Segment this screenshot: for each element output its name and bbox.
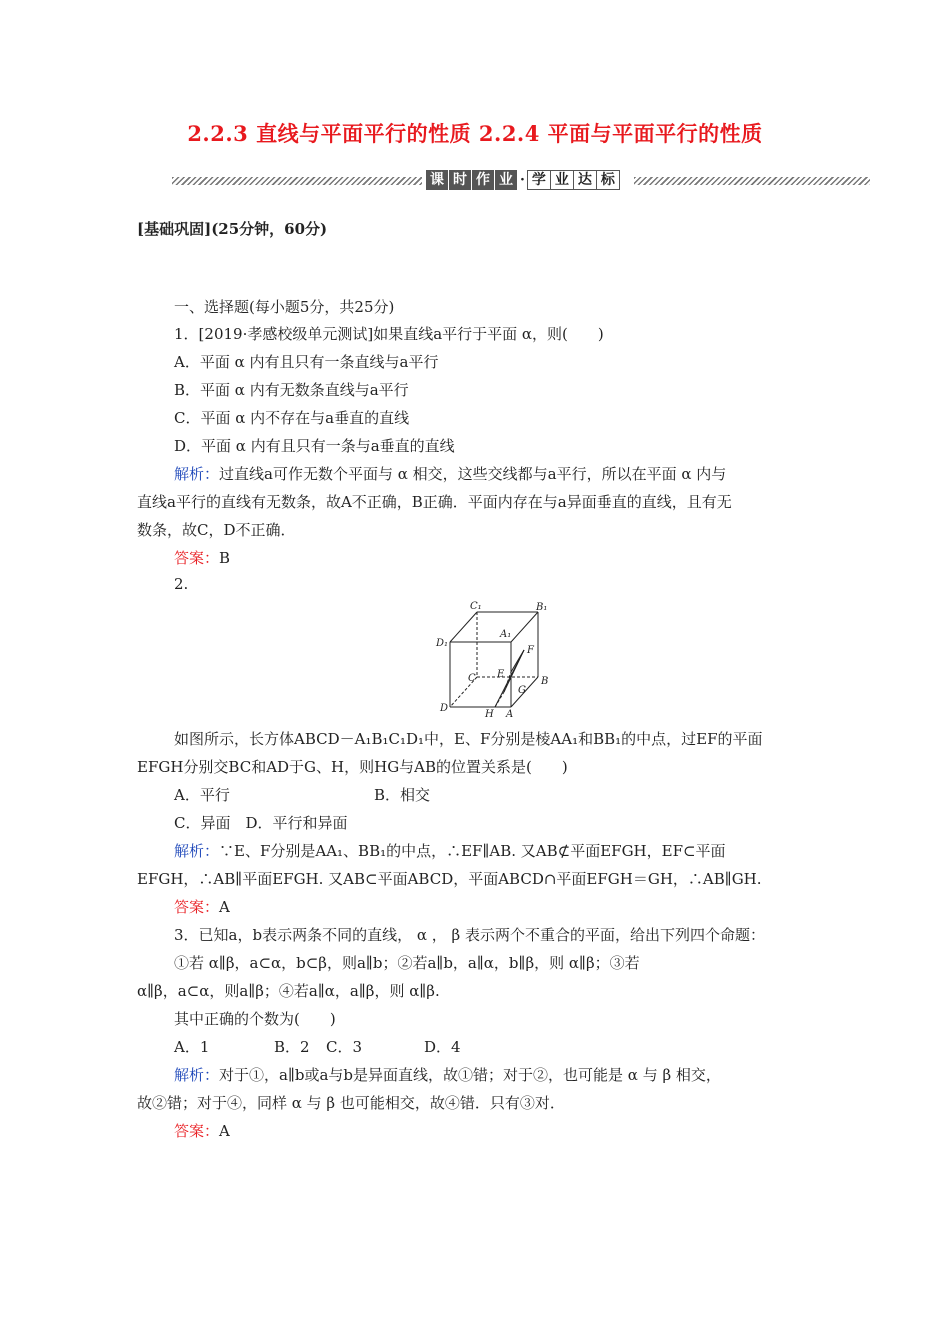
label-c: C [468,673,476,684]
q3-analysis-line: 故②错；对于④，同样 α 与 β 也可能相交，故④错．只有③对． [137,1094,565,1112]
q1-answer [174,547,230,568]
banner-char: 业 [551,171,574,189]
q1-option-c: C．平面 α 内不存在与a垂直的直线 [174,409,410,427]
answer-label: 答案： [174,1122,220,1140]
banner-char: 业 [495,170,517,190]
q2-number: 2. [174,575,189,593]
label-a1: A₁ [500,629,512,640]
q1-analysis-line [174,463,726,484]
label-a: A [506,709,514,720]
banner-char: 标 [600,172,615,188]
banner-dot: · [520,172,525,188]
edge-ef [511,650,524,672]
analysis-text: 对于①，a∥b或a与b是异面直线，故①错；对于②，也可能是 α 与 β 相交， [219,1066,721,1084]
analysis-label: 解析： [174,465,220,483]
q1-stem: 1．[2019·孝感校级单元测试]如果直线a平行于平面 α，则( ) [174,325,604,343]
q2-stem: EFGH分别交BC和AD于G、H，则HG与AB的位置关系是( ) [137,758,568,776]
q2-options-cd: C．异面 D．平行和异面 [174,814,348,832]
banner-char: 达 [574,171,597,189]
label-h: H [485,709,494,720]
section-heading: [基础巩固](25分钟，60分) [137,220,328,238]
q3-option-a: A．1 [174,1038,210,1056]
label-g: G [518,685,526,696]
q3-stem: ①若 α∥β，a⊂α，b⊂β，则a∥b；②若a∥b，a∥α，b∥β，则 α∥β；③若 [174,954,640,972]
analysis-label: 解析： [174,1066,220,1084]
q3-option-d: D．4 [424,1038,461,1056]
answer-value: A [219,898,230,916]
edge [511,612,538,642]
q1-analysis-line: 直线a平行的直线有无数条，故A不正确，B正确．平面内存在与a异面垂直的直线，且有无 [137,493,732,511]
cuboid-figure [430,600,560,720]
banner-hatch-left [172,177,422,185]
q2-answer [174,896,230,917]
banner-char: 学 [528,171,551,189]
q3-option-c: C．3 [326,1038,363,1056]
answer-value: A [219,1122,230,1140]
banner-tag [426,170,620,190]
label-d1: D₁ [436,638,449,649]
banner-hatch-right [634,177,870,185]
hidden-edge [495,692,504,707]
analysis-label: 解析： [174,842,220,860]
page-title: 2.2.3 直线与平面平行的性质 2.2.4 平面与平面平行的性质 [187,121,763,146]
q2-analysis-line: EFGH，∴AB∥平面EFGH. 又AB⊂平面ABCD，平面ABCD∩平面EFGH＝GH，∴AB∥GH. [137,870,762,888]
q1-option-b: B．平面 α 内有无数条直线与a平行 [174,381,409,399]
q2-option-a: A．平行 [174,786,230,804]
label-b: B [541,676,549,687]
q3-answer [174,1120,230,1141]
answer-label: 答案： [174,549,220,567]
label-f: F [527,645,534,656]
label-c1: C₁ [470,601,482,612]
part-heading: 一、选择题(每小题5分，共25分) [174,298,395,316]
q3-option-b: B．2 [274,1038,310,1056]
q2-analysis-line [174,840,726,861]
label-b1: B₁ [536,602,548,613]
q2-option-b: B．相交 [374,786,431,804]
q3-analysis-line [174,1064,721,1085]
answer-label: 答案： [174,898,220,916]
label-e: E [497,669,505,680]
label-d: D [440,703,449,714]
q1-option-d: D．平面 α 内有且只有一条与a垂直的直线 [174,437,455,455]
section-banner [172,170,870,192]
q1-analysis-line: 数条，故C，D不正确． [137,521,296,539]
q1-option-a: A．平面 α 内有且只有一条直线与a平行 [174,353,439,371]
q3-stem: α∥β，a⊂α，则a∥β；④若a∥α，a∥β，则 α∥β. [137,982,440,1000]
banner-char: 时 [449,170,471,190]
answer-value: B [219,549,231,567]
q3-stem: 3．已知a，b表示两条不同的直线， α ， β 表示两个不重合的平面，给出下列四个命题： [174,926,765,944]
analysis-text: 过直线a可作无数个平面与 α 相交，这些交线都与a平行，所以在平面 α 内与 [219,465,727,483]
analysis-text: ∵E、F分别是AA₁、BB₁的中点，∴EF∥AB. 又AB⊄平面EFGH，EF⊂平面 [219,842,726,860]
q2-stem: 如图所示，长方体ABCD－A₁B₁C₁D₁中，E、F分别是棱AA₁和BB₁的中点，过EF的平面 [174,730,763,748]
q3-stem: 其中正确的个数为( ) [174,1010,336,1028]
edge [450,612,477,642]
banner-char: 课 [426,170,448,190]
banner-char: 作 [472,170,494,190]
